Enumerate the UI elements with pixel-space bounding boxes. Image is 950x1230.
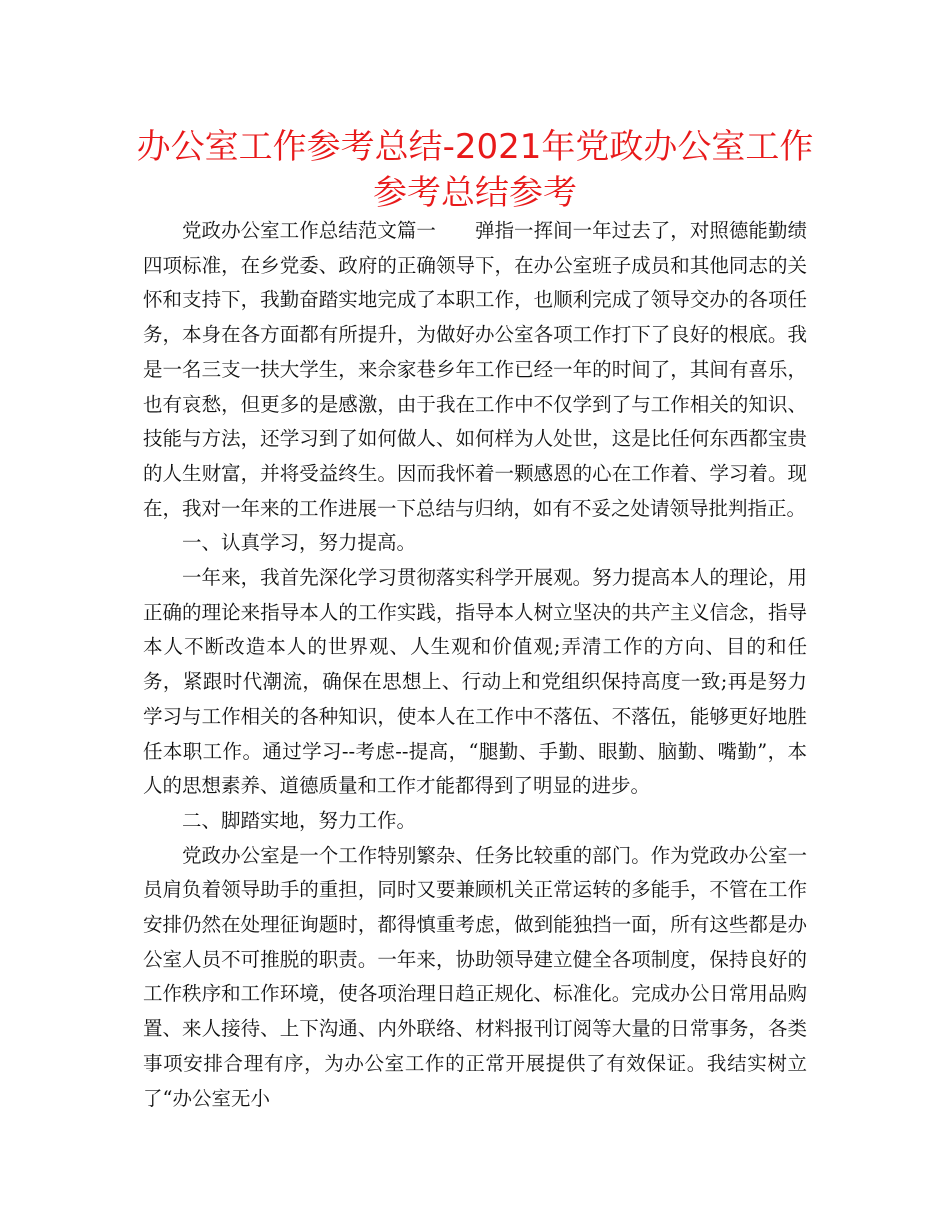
paragraph-work: 党政办公室是一个工作特别繁杂、任务比较重的部门。作为党政办公室一员肩负着领导助手的重担，同时又要兼顾机关正常运转的多能手，不管在工作安排仍然在处理征询题时，都得慎重考虑，做到能独挡一面，所有这些都是办公室人员不可推脱的职责。一年来，协助领导建立健全各项制度，保持良好的工作秩序和工作环境，使各项治理日趋正规化、标准化。完成办公日常用品购置、来人接待、上下沟通、内外联络、材料报刊订阅等大量的日常事务，各类事项安排合理有序，为办公室工作的正常开展提供了有效保证。我结实树立了“办公室无小 [143,843,807,1110]
section-heading-1: 一、认真学习，努力提高。 [182,531,417,555]
document-title: 办公室工作参考总结-2021年党政办公室工作参考总结参考 [136,127,814,213]
paragraph-study: 一年来，我首先深化学习贯彻落实科学开展观。努力提高本人的理论，用正确的理论来指导本人的工作实践，指导本人树立坚决的共产主义信念，指导本人不断改造本人的世界观、人生观和价值观;弄清工作的方向、目的和任务，紧跟时代潮流，确保在思想上、行动上和党组织保持高度一致;再是努力学习与工作相关的各种知识，使本人在工作中不落伍、不落伍，能够更好地胜任本职工作。通过学习--考虑--提高，“腿勤、手勤、眼勤、脑勤、嘴勤”，本人的思想素养、道德质量和工作才能都得到了明显的进步。 [143,566,807,798]
paragraph-intro: 党政办公室工作总结范文篇一 弹指一挥间一年过去了，对照德能勤绩四项标准，在乡党委、政府的正确领导下，在办公室班子成员和其他同志的关怀和支持下，我勤奋踏实地完成了本职工作，也顺利完成了领导交办的各项任务，本身在各方面都有所提升，为做好办公室各项工作打下了良好的根底。我是一名三支一扶大学生，来佘家巷乡年工作已经一年的时间了，其间有喜乐，也有哀愁，但更多的是感激，由于我在工作中不仅学到了与工作相关的知识、技能与方法，还学习到了如何做人、如何样为人处世，这是比任何东西都宝贵的人生财富，并将受益终生。因而我怀着一颗感恩的心在工作着、学习着。现在，我对一年来的工作进展一下总结与归纳，如有不妥之处请领导批判指正。 [143,219,807,520]
document-body [143,214,807,1116]
section-heading-2: 二、脚踏实地，努力工作。 [182,808,417,832]
